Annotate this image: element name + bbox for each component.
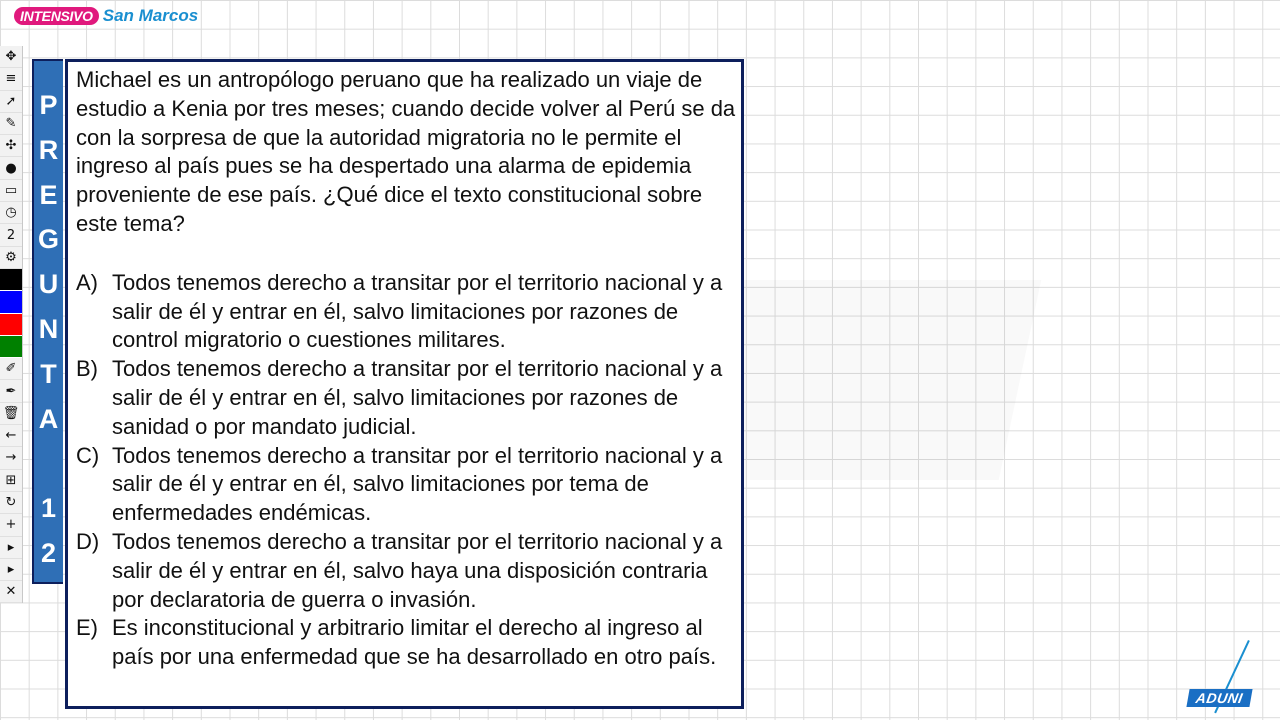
label-char: U [38, 269, 59, 300]
refresh-icon[interactable]: ↻ [0, 492, 22, 514]
intensivo-logo [14, 6, 198, 26]
answer-option [76, 528, 736, 614]
label-char: G [37, 224, 59, 255]
move-icon[interactable]: ✥ [0, 46, 22, 68]
trash-icon[interactable]: 🗑 [0, 403, 22, 425]
answer-option [76, 442, 736, 528]
color-swatch[interactable] [0, 314, 22, 336]
label-char: 2 [40, 537, 57, 568]
option-text: Es inconstitucional y arbitrario limitar el derecho al ingreso al país por una enfermedad que se ha desarrollado en otro país. [112, 615, 717, 670]
option-text: Todos tenemos derecho a transitar por el territorio nacional y a salir de él y entrar en él, salvo limitaciones por razones de sanidad o por mandato judicial. [112, 356, 723, 439]
page-number-icon[interactable]: 2 [0, 224, 22, 246]
answer-options [76, 269, 736, 672]
option-text: Todos tenemos derecho a transitar por el territorio nacional y a salir de él y entrar en él, salvo haya una disposición contraria por declaratoria de guerra o invasión. [112, 528, 723, 612]
option-letter: D) [76, 528, 100, 554]
option-letter: E) [76, 615, 98, 641]
option-text: Todos tenemos derecho a transitar por el territorio nacional y a salir de él y entrar en él, salvo limitaciones por tema de enfermedades endémicas. [112, 442, 723, 526]
label-char: R [38, 134, 59, 165]
color-swatch[interactable] [0, 291, 22, 313]
redo-arrow-icon[interactable]: → [0, 447, 22, 469]
question-stem: Michael es un antropólogo peruano que ha realizado un viaje de estudio a Kenia por tres meses; cuando decide volver al Perú se da con la sorpresa de que la autoridad migratoria no le permite el ingreso al país pues se ha despertado una alarma de epidemia proveniente de ese país. ¿Qué dice el texto constitucional sobre este tema? [76, 67, 736, 236]
label-char: T [40, 358, 57, 389]
option-letter: A) [76, 269, 98, 295]
add-page-icon[interactable]: + [0, 514, 22, 536]
label-char: N [38, 313, 59, 344]
laser-pointer-icon[interactable]: ✣ [0, 135, 22, 157]
play-icon[interactable]: ▸ [0, 537, 22, 559]
eraser-icon[interactable]: ✐ [0, 358, 22, 380]
label-char: P [39, 90, 58, 120]
question-block [76, 66, 736, 672]
label-char: A [38, 403, 59, 434]
menu-icon[interactable]: ≡ [0, 68, 22, 90]
cursor-icon[interactable]: ➚ [0, 91, 22, 113]
answer-option [76, 269, 736, 355]
grid-icon[interactable]: ⊞ [0, 470, 22, 492]
annotation-toolbar [0, 46, 23, 603]
color-swatch[interactable] [0, 336, 22, 358]
pen-icon[interactable]: ✎ [0, 113, 22, 135]
option-letter: C) [76, 442, 100, 468]
highlighter-icon[interactable]: ✒ [0, 380, 22, 402]
spotlight-icon[interactable]: ● [0, 157, 22, 179]
option-letter: B) [76, 356, 98, 382]
logo-brand: San Marcos [102, 6, 199, 25]
option-text: Todos tenemos derecho a transitar por el territorio nacional y a salir de él y entrar en él, salvo limitaciones por razones de control migratorio o cuestiones militares. [112, 269, 723, 353]
label-char: 1 [40, 493, 57, 524]
next-slide-icon[interactable]: ▸ [0, 559, 22, 581]
label-char: E [39, 179, 58, 210]
aduni-logo: ADUNI [1186, 689, 1252, 707]
undo-arrow-icon[interactable]: ← [0, 425, 22, 447]
answer-option [76, 355, 736, 441]
logo-badge: INTENSIVO [14, 7, 99, 25]
screen-icon[interactable]: ▭ [0, 180, 22, 202]
timer-icon[interactable]: ◷ [0, 202, 22, 224]
close-icon[interactable]: ✕ [0, 581, 22, 603]
answer-option [76, 614, 736, 672]
settings-icon[interactable]: ⚙ [0, 247, 22, 269]
color-swatch[interactable] [0, 269, 22, 291]
question-number-label [32, 59, 63, 584]
